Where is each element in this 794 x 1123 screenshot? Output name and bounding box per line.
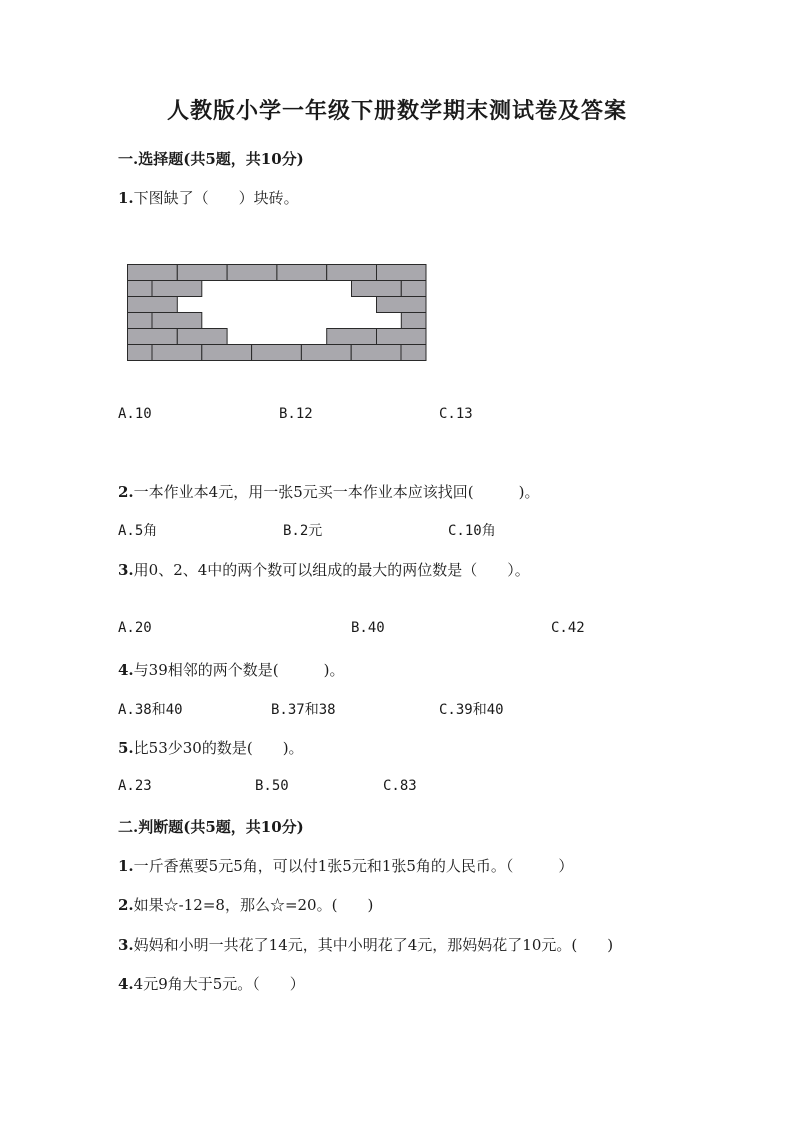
option-a: A.38和40 bbox=[118, 702, 183, 718]
page-title: 人教版小学一年级下册数学期末测试卷及答案 bbox=[166, 98, 627, 124]
question-number: 1. bbox=[118, 857, 134, 875]
brick bbox=[177, 329, 227, 345]
option-a: A.5角 bbox=[118, 523, 158, 539]
question-2 bbox=[118, 481, 539, 502]
question-text: 一本作业本4元，用一张5元买一本作业本应该找回( )。 bbox=[133, 483, 540, 501]
brick bbox=[377, 265, 427, 281]
brick bbox=[128, 297, 178, 313]
brick bbox=[128, 313, 153, 329]
brick bbox=[301, 345, 351, 361]
brick bbox=[252, 345, 302, 361]
question-1 bbox=[118, 187, 299, 208]
judgment-2 bbox=[118, 894, 373, 915]
option-b: B.12 bbox=[279, 406, 313, 422]
option-a: A.10 bbox=[118, 406, 152, 422]
brick bbox=[128, 345, 153, 361]
judgment-1 bbox=[118, 855, 573, 876]
brick bbox=[277, 265, 327, 281]
question-number: 1. bbox=[118, 189, 134, 207]
brick bbox=[401, 345, 426, 361]
question-number: 3. bbox=[118, 561, 134, 579]
option-a: A.23 bbox=[118, 778, 152, 794]
question-number: 5. bbox=[118, 739, 134, 757]
brick bbox=[401, 313, 426, 329]
question-5 bbox=[118, 737, 304, 758]
option-c: C.83 bbox=[383, 778, 417, 794]
brick bbox=[202, 345, 252, 361]
brick bbox=[152, 281, 202, 297]
brick-wall-figure bbox=[127, 264, 427, 362]
question-text: 妈妈和小明一共花了14元，其中小明花了4元，那妈妈花了10元。( ) bbox=[133, 936, 614, 954]
question-text: 下图缺了（ ）块砖。 bbox=[133, 189, 299, 207]
question-text: 用0、2、4中的两个数可以组成的最大的两位数是（ ）。 bbox=[133, 561, 530, 579]
option-a: A.20 bbox=[118, 620, 152, 636]
brick bbox=[327, 265, 377, 281]
question-number: 2. bbox=[118, 483, 134, 501]
brick bbox=[128, 265, 178, 281]
question-text: 如果☆-12=8，那么☆=20。( ) bbox=[133, 896, 374, 914]
option-b: B.40 bbox=[351, 620, 385, 636]
question-text: 比53少30的数是( )。 bbox=[133, 739, 304, 757]
brick bbox=[377, 329, 427, 345]
brick bbox=[177, 265, 227, 281]
brick bbox=[128, 329, 178, 345]
brick bbox=[351, 345, 401, 361]
option-b: B.2元 bbox=[283, 523, 323, 539]
question-number: 4. bbox=[118, 661, 134, 679]
section-heading-choice: 一.选择题(共5题，共10分) bbox=[118, 150, 304, 168]
option-c: C.13 bbox=[439, 406, 473, 422]
question-text: 与39相邻的两个数是( )。 bbox=[133, 661, 345, 679]
question-3 bbox=[118, 559, 530, 580]
option-c: C.42 bbox=[551, 620, 585, 636]
question-number: 2. bbox=[118, 896, 134, 914]
option-c: C.10角 bbox=[448, 523, 496, 539]
judgment-3 bbox=[118, 934, 613, 955]
brick bbox=[327, 329, 377, 345]
question-number: 4. bbox=[118, 975, 134, 993]
section-heading-judgment: 二.判断题(共5题，共10分) bbox=[118, 818, 304, 836]
option-c: C.39和40 bbox=[439, 702, 504, 718]
brick bbox=[128, 281, 153, 297]
brick bbox=[227, 265, 277, 281]
brick bbox=[401, 281, 426, 297]
judgment-4 bbox=[118, 973, 305, 994]
option-b: B.50 bbox=[255, 778, 289, 794]
brick bbox=[152, 345, 202, 361]
brick bbox=[352, 281, 402, 297]
brick bbox=[377, 297, 427, 313]
brick bbox=[152, 313, 202, 329]
question-4 bbox=[118, 659, 344, 680]
question-number: 3. bbox=[118, 936, 134, 954]
question-text: 一斤香蕉要5元5角，可以付1张5元和1张5角的人民币。（ ） bbox=[133, 857, 574, 875]
option-b: B.37和38 bbox=[271, 702, 336, 718]
question-text: 4元9角大于5元。（ ） bbox=[133, 975, 305, 993]
